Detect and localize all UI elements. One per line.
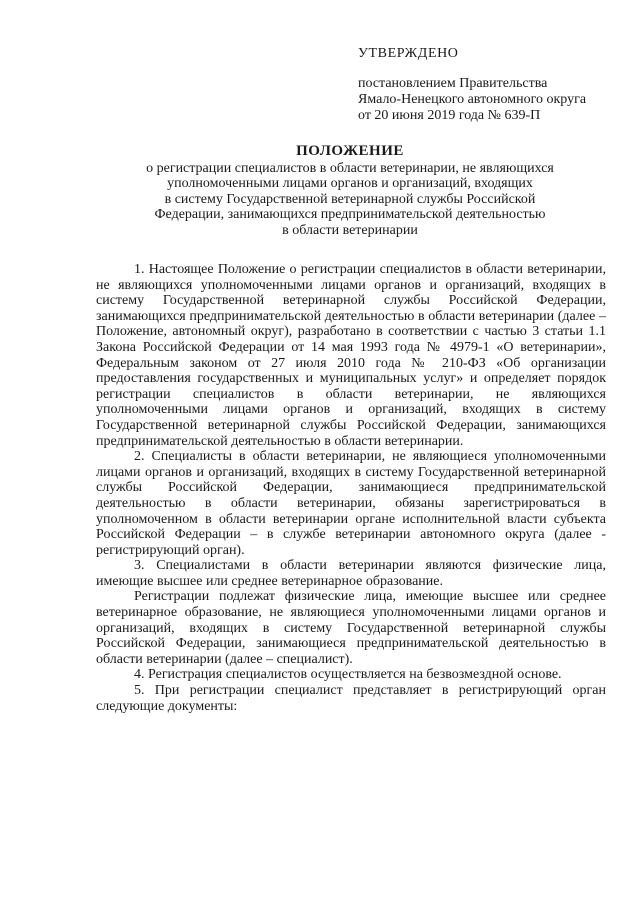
paragraph: 4. Регистрация специалистов осуществляется на безвозмездной основе. [134, 667, 562, 683]
approval-line: Ямало-Ненецкого автономного округа [358, 92, 587, 107]
paragraph: 1. Настоящее Положение о регистрации специалистов в области ветеринарии, не являющихся уполномоченными лицами органов и организаций, входящих в систему Государственной ветеринарной службы Российской Федерации, занимающихся предпринимательской деятельностью в области ветеринарии (далее – Положение, автономный округ), разработано в соответствии с частью 3 статьи 1.1 Закона Российской Федерации от 14 мая 1993 года № 4979-1 «О ветеринарии», Федеральным законом от 27 июля 2010 года № 210-ФЗ «Об организации предоставления государственных и муниципальных услуг» и определяет порядок регистрации специалистов в области ветеринарии, не являющихся уполномоченными лицами органов и организаций, входящих в систему Государственной ветеринарной службы Российской Федерации, занимающихся предпринимательской деятельностью в области ветеринарии. [96, 262, 606, 449]
document-title [120, 144, 580, 238]
approval-label: УТВЕРЖДЕНО [358, 46, 459, 61]
approval-line: от 20 июня 2019 года № 639-П [358, 108, 541, 123]
title-line: о регистрации специалистов в области ветеринарии, не являющихся [146, 160, 554, 176]
approval-stamp [358, 46, 586, 124]
title-line: уполномоченными лицами органов и организаций, входящих [167, 176, 533, 191]
document-heading: ПОЛОЖЕНИЕ [296, 143, 404, 159]
title-line: в области ветеринарии [282, 222, 418, 238]
paragraph: 5. При регистрации специалист представляет в регистрирующий орган следующие документы: [96, 683, 606, 714]
paragraph: Регистрации подлежат физические лица, имеющие высшее или среднее ветеринарное образование, не являющиеся уполномоченными лицами органов и организаций, входящих в систему Государственной ветеринарной службы Российской Федерации, занимающиеся предпринимательской деятельностью в области ветеринарии (далее – специалист). [96, 589, 606, 667]
title-line: Федерации, занимающихся предпринимательской деятельностью [154, 207, 546, 222]
paragraph: 3. Специалистами в области ветеринарии являются физические лица, имеющие высшее или среднее ветеринарное образование. [96, 558, 606, 589]
title-line: в систему Государственной ветеринарной службы Российской [164, 191, 536, 207]
approval-line: постановлением Правительства [358, 76, 548, 91]
paragraph: 2. Специалисты в области ветеринарии, не являющиеся уполномоченными лицами органов и организаций, входящих в систему Государственной ветеринарной службы Российской Федерации, занимающиеся предпринимательской деятельностью в области ветеринарии, обязаны зарегистрироваться в уполномоченном в области ветеринарии органе исполнительной власти субъекта Российской Федерации – в службе ветеринарии автономного округа (далее - регистрирующий орган). [96, 449, 606, 558]
document-body [96, 262, 606, 714]
